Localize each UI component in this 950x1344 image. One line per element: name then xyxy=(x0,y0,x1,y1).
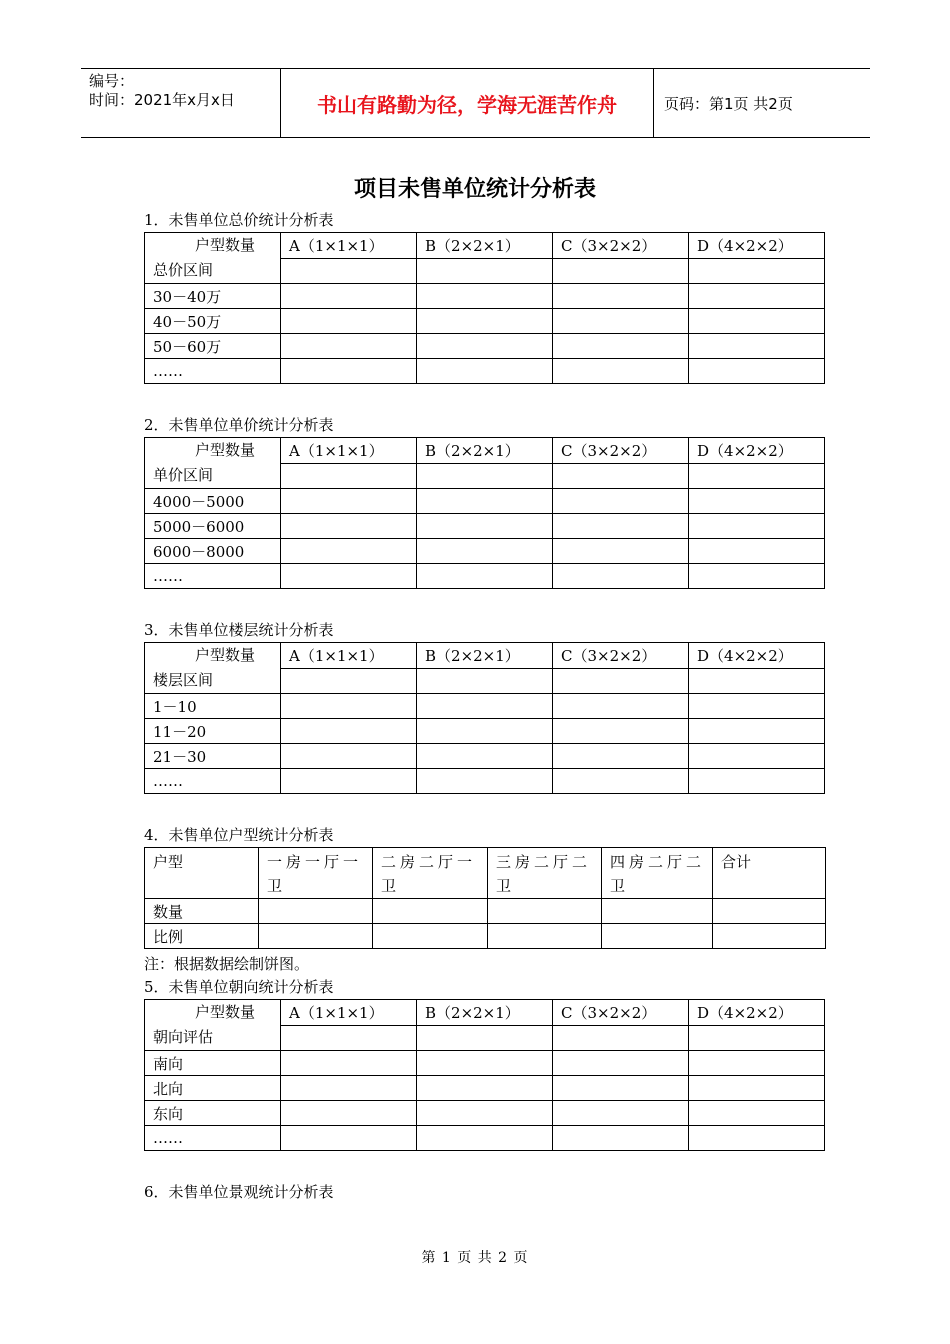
cell xyxy=(553,668,689,694)
col-header: D（4×2×2） xyxy=(689,1000,825,1026)
row-label: 比例 xyxy=(145,924,259,949)
row-label: 1－10 xyxy=(145,694,281,719)
row-label: …… xyxy=(145,359,281,384)
cell xyxy=(553,694,689,719)
cell xyxy=(281,1126,417,1151)
cell xyxy=(602,899,713,924)
cell xyxy=(689,539,825,564)
col-header: C（3×2×2） xyxy=(553,438,689,464)
cell xyxy=(689,769,825,794)
cell xyxy=(417,719,553,744)
row-label: 北向 xyxy=(145,1076,281,1101)
cell xyxy=(259,924,373,949)
col-header: B（2×2×1） xyxy=(417,438,553,464)
row-label: …… xyxy=(145,564,281,589)
section-2-table xyxy=(144,437,825,589)
page-header xyxy=(81,68,870,138)
col-header: 四房二厅二卫 xyxy=(602,848,713,899)
cell xyxy=(417,539,553,564)
col-header: 三房二厅二卫 xyxy=(488,848,602,899)
corner-top-label: 户型数量 xyxy=(195,441,256,459)
cell xyxy=(689,514,825,539)
row-label: …… xyxy=(145,1126,281,1151)
cell xyxy=(417,694,553,719)
corner-cell xyxy=(145,233,281,284)
cell xyxy=(689,1076,825,1101)
cell xyxy=(689,694,825,719)
header-meta xyxy=(81,69,281,137)
col-header: A（1×1×1） xyxy=(281,233,417,259)
col-header: B（2×2×1） xyxy=(417,233,553,259)
col-header: D（4×2×2） xyxy=(689,643,825,669)
cell xyxy=(417,564,553,589)
header-page-label: 页码：第1页 共2页 xyxy=(664,94,793,113)
cell xyxy=(488,899,602,924)
cell xyxy=(281,309,417,334)
cell xyxy=(417,1076,553,1101)
section-5-title: 5．未售单位朝向统计分析表 xyxy=(144,978,334,996)
cell xyxy=(689,309,825,334)
cell xyxy=(281,769,417,794)
col-header: B（2×2×1） xyxy=(417,643,553,669)
corner-bottom-label: 朝向评估 xyxy=(153,1028,214,1046)
cell xyxy=(417,514,553,539)
row-label: 21－30 xyxy=(145,744,281,769)
date-label: 时间：2021年x月x日 xyxy=(89,91,235,109)
row-label: 4000－5000 xyxy=(145,489,281,514)
corner-cell xyxy=(145,643,281,694)
cell xyxy=(417,334,553,359)
cell xyxy=(417,744,553,769)
cell xyxy=(281,258,417,284)
cell xyxy=(553,769,689,794)
corner-top-label: 户型数量 xyxy=(195,236,256,254)
section-1-table xyxy=(144,232,825,384)
section-6-title: 6．未售单位景观统计分析表 xyxy=(144,1183,334,1201)
cell xyxy=(417,463,553,489)
cell xyxy=(417,1025,553,1051)
col-header: B（2×2×1） xyxy=(417,1000,553,1026)
col-header: C（3×2×2） xyxy=(553,643,689,669)
cell xyxy=(281,744,417,769)
cell xyxy=(488,924,602,949)
section-3-table xyxy=(144,642,825,794)
col-header: 一房一厅一卫 xyxy=(259,848,373,899)
cell xyxy=(689,1126,825,1151)
col-header: 户型 xyxy=(145,848,259,899)
cell xyxy=(281,1076,417,1101)
cell xyxy=(553,564,689,589)
cell xyxy=(417,309,553,334)
section-1-title: 1．未售单位总价统计分析表 xyxy=(144,211,334,229)
cell xyxy=(417,1101,553,1126)
cell xyxy=(553,1051,689,1076)
cell xyxy=(553,463,689,489)
document-title: 项目未售单位统计分析表 xyxy=(353,177,596,202)
cell xyxy=(417,769,553,794)
col-header: 二房二厅一卫 xyxy=(373,848,488,899)
cell xyxy=(553,1076,689,1101)
cell xyxy=(553,514,689,539)
col-header: A（1×1×1） xyxy=(281,1000,417,1026)
cell xyxy=(417,668,553,694)
header-motto: 书山有路勤为径，学海无涯苦作舟 xyxy=(281,69,654,137)
cell xyxy=(689,489,825,514)
cell xyxy=(553,744,689,769)
cell xyxy=(689,463,825,489)
cell xyxy=(259,899,373,924)
section-4-title: 4．未售单位户型统计分析表 xyxy=(144,826,334,844)
cell xyxy=(689,284,825,309)
row-label: 5000－6000 xyxy=(145,514,281,539)
col-header: D（4×2×2） xyxy=(689,233,825,259)
corner-bottom-label: 单价区间 xyxy=(153,466,214,484)
cell xyxy=(281,514,417,539)
cell xyxy=(417,258,553,284)
cell xyxy=(281,1025,417,1051)
cell xyxy=(281,359,417,384)
cell xyxy=(602,924,713,949)
corner-cell xyxy=(145,1000,281,1051)
row-label: 南向 xyxy=(145,1051,281,1076)
cell xyxy=(417,1126,553,1151)
cell xyxy=(281,1101,417,1126)
cell xyxy=(553,1101,689,1126)
cell xyxy=(713,924,826,949)
cell xyxy=(553,359,689,384)
cell xyxy=(281,564,417,589)
row-label: 11－20 xyxy=(145,719,281,744)
cell xyxy=(281,284,417,309)
cell xyxy=(553,1126,689,1151)
cell xyxy=(689,744,825,769)
cell xyxy=(281,694,417,719)
section-2-title: 2．未售单位单价统计分析表 xyxy=(144,416,334,434)
corner-top-label: 户型数量 xyxy=(195,1003,256,1021)
cell xyxy=(417,359,553,384)
section-3-title: 3．未售单位楼层统计分析表 xyxy=(144,621,334,639)
cell xyxy=(553,539,689,564)
cell xyxy=(281,334,417,359)
cell xyxy=(417,284,553,309)
cell xyxy=(281,1051,417,1076)
cell xyxy=(689,564,825,589)
cell xyxy=(281,668,417,694)
cell xyxy=(281,539,417,564)
corner-bottom-label: 总价区间 xyxy=(153,261,214,279)
col-header: A（1×1×1） xyxy=(281,438,417,464)
row-label: 东向 xyxy=(145,1101,281,1126)
row-label: 30－40万 xyxy=(145,284,281,309)
col-header: C（3×2×2） xyxy=(553,1000,689,1026)
cell xyxy=(553,309,689,334)
cell xyxy=(281,719,417,744)
row-label: 数量 xyxy=(145,899,259,924)
cell xyxy=(689,1051,825,1076)
cell xyxy=(417,489,553,514)
number-label: 编号： xyxy=(89,72,135,90)
cell xyxy=(689,359,825,384)
cell xyxy=(689,719,825,744)
cell xyxy=(689,258,825,284)
cell xyxy=(553,1025,689,1051)
cell xyxy=(689,668,825,694)
cell xyxy=(417,1051,553,1076)
corner-top-label: 户型数量 xyxy=(195,646,256,664)
cell xyxy=(713,899,826,924)
row-label: …… xyxy=(145,769,281,794)
corner-cell xyxy=(145,438,281,489)
col-header: 合计 xyxy=(713,848,826,899)
col-header: A（1×1×1） xyxy=(281,643,417,669)
cell xyxy=(553,284,689,309)
cell xyxy=(553,719,689,744)
page-footer: 第 1 页 共 2 页 xyxy=(421,1250,529,1266)
section-5-table xyxy=(144,999,825,1151)
row-label: 6000－8000 xyxy=(145,539,281,564)
cell xyxy=(553,334,689,359)
col-header: C（3×2×2） xyxy=(553,233,689,259)
corner-bottom-label: 楼层区间 xyxy=(153,671,214,689)
cell xyxy=(689,1101,825,1126)
cell xyxy=(689,1025,825,1051)
section-4-note: 注：根据数据绘制饼图。 xyxy=(144,955,310,973)
cell xyxy=(281,463,417,489)
section-4-table xyxy=(144,847,826,949)
row-label: 50－60万 xyxy=(145,334,281,359)
col-header: D（4×2×2） xyxy=(689,438,825,464)
cell xyxy=(553,258,689,284)
cell xyxy=(553,489,689,514)
cell xyxy=(281,489,417,514)
cell xyxy=(373,924,488,949)
cell xyxy=(373,899,488,924)
row-label: 40－50万 xyxy=(145,309,281,334)
cell xyxy=(689,334,825,359)
